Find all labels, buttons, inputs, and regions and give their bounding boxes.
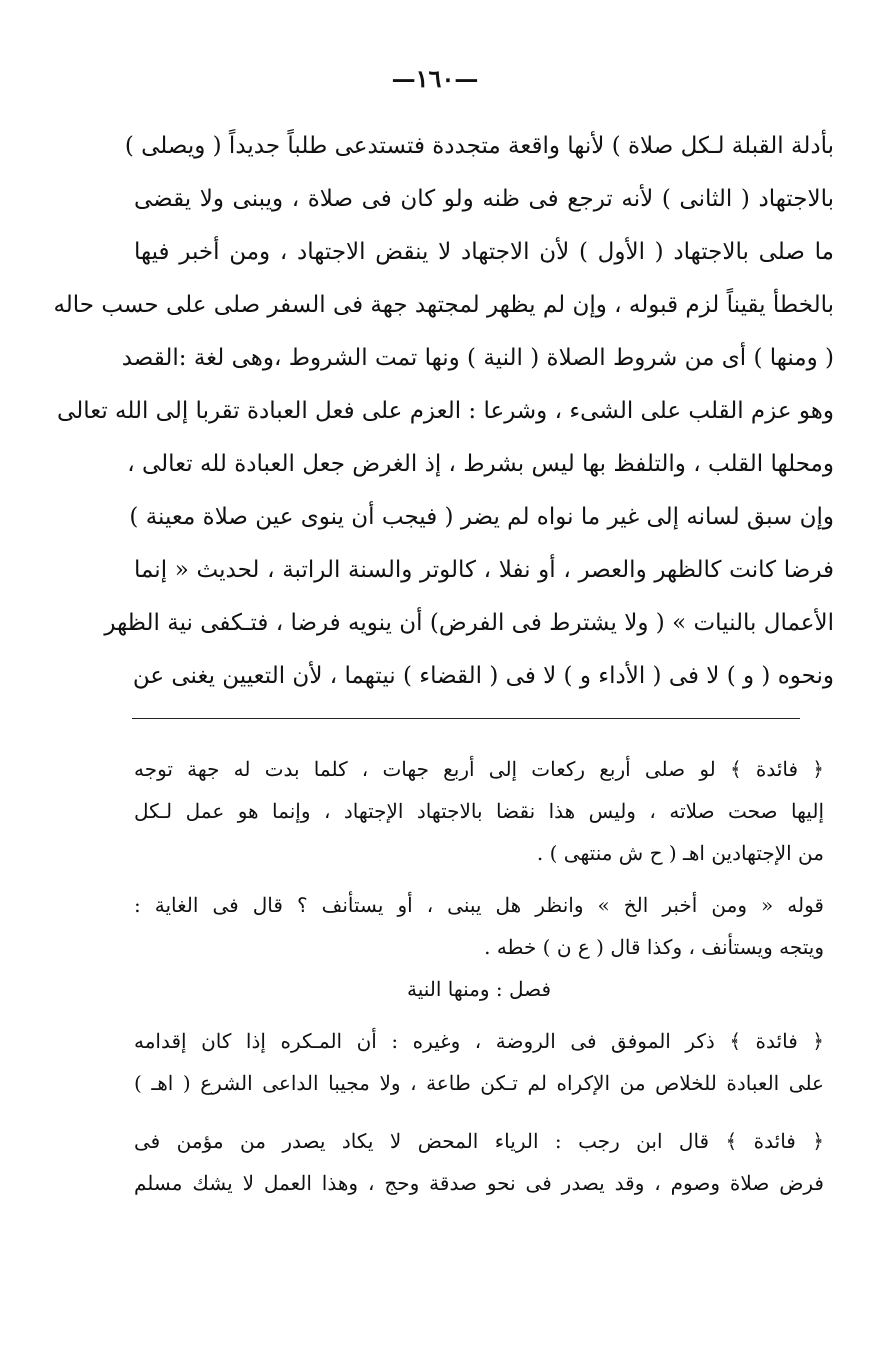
main-text-line: ومحلها القلب ، والتلفظ بها ليس بشرط ، إذ الغرض جعل العبادة لله تعالى ، <box>127 451 834 477</box>
footnote-line: على العبادة للخلاص من الإكراه لم تـكن طاعة ، ولا مجيبا الداعى الشرع ( اهـ ) <box>134 1071 824 1095</box>
footnote-line: فرض صلاة وصوم ، وقد يصدر فى نحو صدقة وحج ، وهذا العمل لا يشك مسلم <box>134 1171 824 1195</box>
footnote-benefit-ibn-rajab <box>134 1120 824 1204</box>
main-text-line: ونحوه ( و ) لا فى ( الأداء و ) لا فى ( القضاء ) نيتهما ، لأن التعيين يغنى عن <box>132 663 834 689</box>
footnote-line: من الإجتهادين اهـ ( ح ش منتهى ) . <box>536 841 824 865</box>
footnote-his-saying <box>134 884 824 968</box>
main-text <box>53 120 834 703</box>
footnote-line: قوله « ومن أخبر الخ » وانظر هل يبنى ، أو يستأنف ؟ قال فى الغاية : <box>134 893 824 917</box>
main-text-line: ما صلى بالاجتهاد ( الأول ) لأن الاجتهاد لا ينقض الاجتهاد ، ومن أخبر فيها <box>134 239 834 265</box>
main-text-line: فرضا كانت كالظهر والعصر ، أو نفلا ، كالوتر والسنة الراتبة ، لحديث « إنما <box>134 557 834 583</box>
footnote-benefit-directions <box>134 748 824 874</box>
main-text-line: وإن سبق لسانه إلى غير ما نواه لم يضر ( فيجب أن ينوى عين صلاة معينة ) <box>129 504 834 530</box>
main-text-line: بالخطأ يقيناً لزم قبوله ، وإن لم يظهر لمجتهد جهة فى السفر صلى على حسب حاله <box>53 292 834 318</box>
section-heading: فصل : ومنها النية <box>406 977 552 1001</box>
footnote-line: ﴿ فائدة ﴾ قال ابن رجب : الرياء المحض لا يكاد يصدر من مؤمن فى <box>134 1129 824 1153</box>
main-text-line: ( ومنها ) أى من شروط الصلاة ( النية ) ونها تمت الشروط ،وهى لغة :القصد <box>121 345 834 371</box>
footnote-benefit-coercion <box>134 1020 824 1104</box>
main-text-line: الأعمال بالنيات » ( ولا يشترط فى الفرض) أن ينويه فرضا ، فتـكفى نية الظهر <box>104 610 834 636</box>
page-number: —١٦٠— <box>391 64 479 93</box>
footnote-line: ﴿ فائدة ﴾ لو صلى أربع ركعات إلى أربع جهات ، كلما بدت له جهة توجه <box>134 757 824 781</box>
footnote-line: إليها صحت صلاته ، وليس هذا نقضا بالاجتهاد الإجتهاد ، وإنما هو عمل لـكل <box>134 799 824 823</box>
footnote-divider <box>132 718 800 719</box>
footnotes <box>134 748 824 1204</box>
main-text-line: بالاجتهاد ( الثانى ) لأنه ترجع فى ظنه ولو كان فى صلاة ، ويبنى ولا يقضى <box>134 186 834 212</box>
footnote-line: ﴿ فائدة ﴾ ذكر الموفق فى الروضة ، وغيره : أن المـكره إذا كان إقدامه <box>134 1029 824 1053</box>
main-text-line: وهو عزم القلب على الشىء ، وشرعا : العزم على فعل العبادة تقربا إلى الله تعالى <box>57 398 834 424</box>
main-text-line: بأدلة القبلة لـكل صلاة ) لأنها واقعة متجددة فتستدعى طلباً جديداً ( ويصلى ) <box>124 133 834 159</box>
footnote-line: ويتجه ويستأنف ، وكذا قال ( ع ن ) خطه . <box>484 935 824 959</box>
